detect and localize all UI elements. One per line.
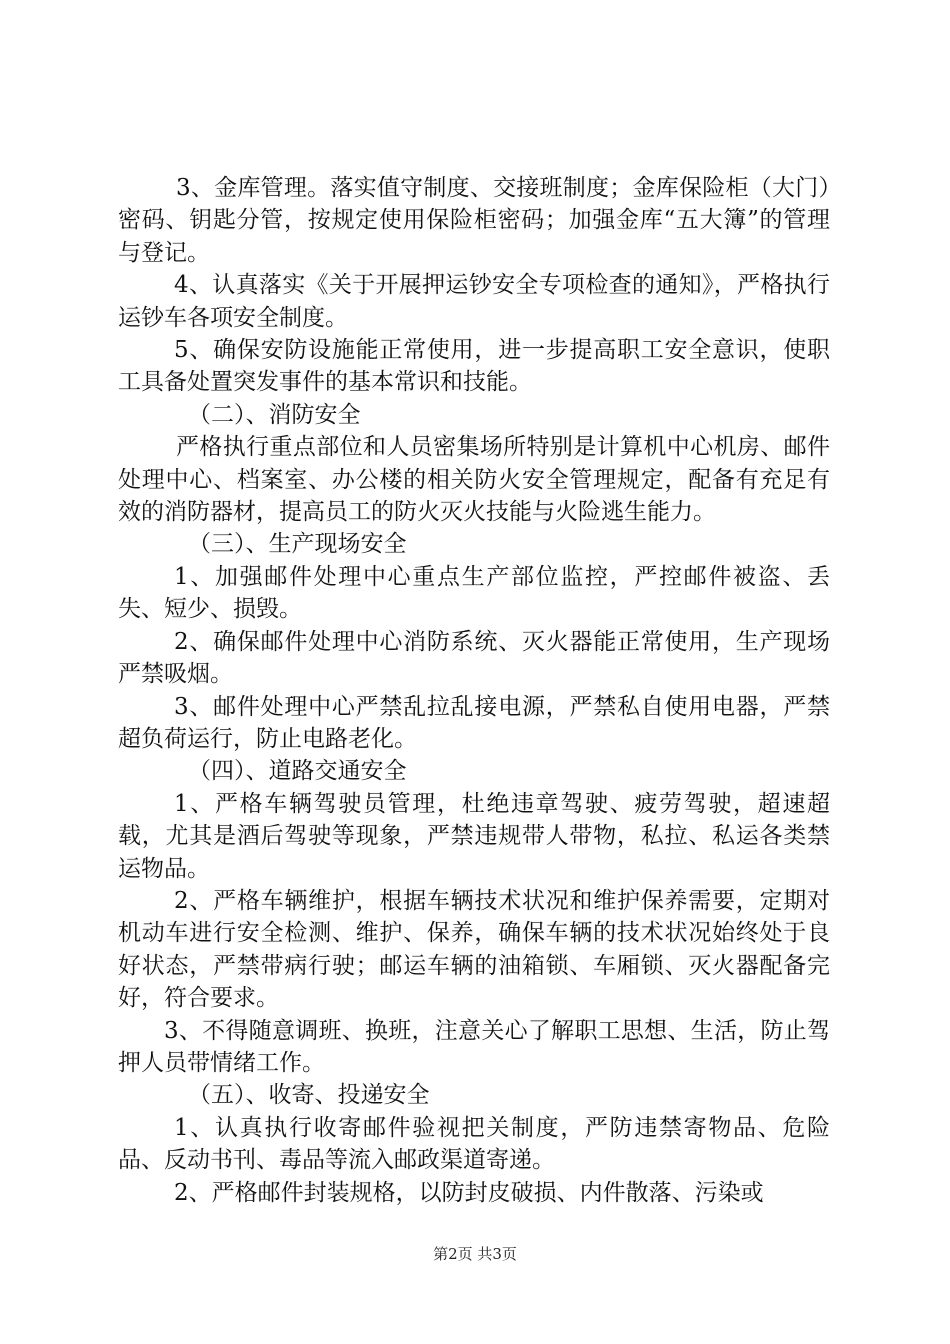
section-heading: （五）、收寄、投递安全 [188, 1082, 430, 1109]
body-paragraph: 3、邮件处理中心严禁乱拉乱接电源，严禁私自使用电器，严禁超负荷运行，防止电路老化。 [118, 693, 830, 752]
body-paragraph: 1、严格车辆驾驶员管理，杜绝违章驾驶、疲劳驾驶，超速超载，尤其是酒后驾驶等现象，严禁违规带人带物，私拉、私运各类禁运物品。 [118, 790, 830, 882]
body-paragraph: 2、严格邮件封装规格，以防封皮破损、内件散落、污染或 [174, 1179, 764, 1206]
body-paragraph: 1、认真执行收寄邮件验视把关制度，严防违禁寄物品、危险品、反动书刊、毒品等流入邮政渠道寄递。 [118, 1114, 830, 1174]
page-footer: 第2页 共3页 [433, 1245, 517, 1263]
body-paragraph: 1、加强邮件处理中心重点生产部位监控，严控邮件被盗、丢失、短少、损毁。 [118, 563, 830, 623]
section-heading: （二）、消防安全 [188, 401, 361, 428]
body-paragraph: 5、确保安防设施能正常使用，进一步提高职工安全意识，使职工具备处置突发事件的基本常识和技能。 [118, 337, 830, 396]
section-heading: （三）、生产现场安全 [188, 531, 407, 558]
section-heading: （四）、道路交通安全 [188, 758, 407, 785]
body-paragraph: 2、确保邮件处理中心消防系统、灭火器能正常使用，生产现场严禁吸烟。 [118, 628, 830, 688]
body-paragraph: 严格执行重点部位和人员密集场所特别是计算机中心机房、邮件处理中心、档案室、办公楼的相关防火安全管理规定，配备有充足有效的消防器材，提高员工的防火灭火技能与火险逃生能力。 [118, 434, 830, 526]
body-paragraph: 2、严格车辆维护，根据车辆技术状况和维护保养需要，定期对机动车进行安全检测、维护、保养，确保车辆的技术状况始终处于良好状态，严禁带病行驶；邮运车辆的油箱锁、车厢锁、灭火器配备完好，符合要求。 [118, 887, 830, 1012]
document-body [118, 172, 830, 1209]
body-paragraph: 3、金库管理。落实值守制度、交接班制度；金库保险柜（大门）密码、钥匙分管，按规定使用保险柜密码；加强金库“五大簿”的管理与登记。 [118, 175, 830, 266]
body-paragraph: 4、认真落实《关于开展押运钞安全专项检查的通知》，严格执行运钞车各项安全制度。 [118, 272, 830, 331]
body-paragraph: 3、不得随意调班、换班，注意关心了解职工思想、生活，防止驾押人员带情绪工作。 [118, 1017, 830, 1076]
